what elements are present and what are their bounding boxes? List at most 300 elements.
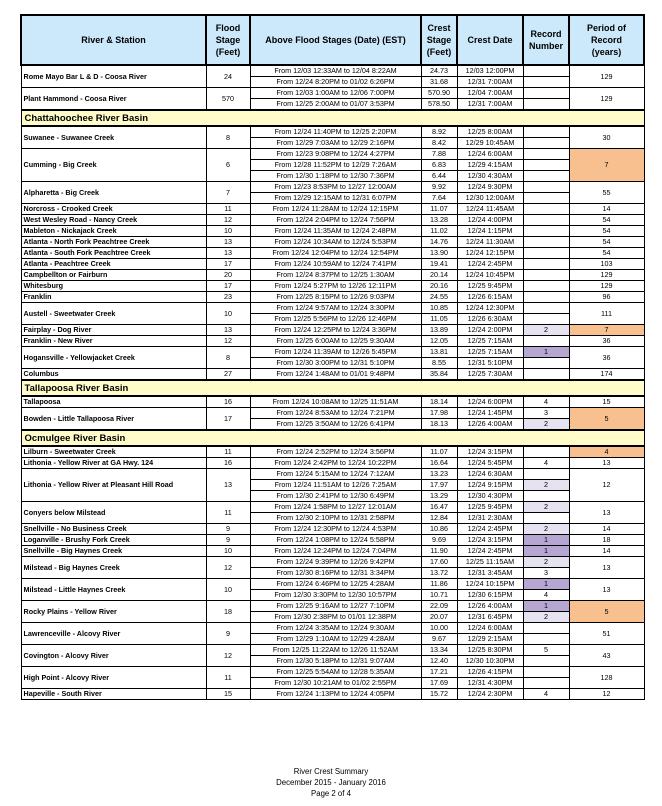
above-flood-period: From 12/24 1:48AM to 01/01 9:48PM xyxy=(250,369,421,381)
crest-stage: 8.92 xyxy=(421,126,457,138)
page-footer xyxy=(0,766,662,799)
crest-date: 12/24 2:30PM xyxy=(457,689,523,700)
above-flood-period: From 12/30 3:30PM to 12/30 10:57PM xyxy=(250,590,421,601)
crest-date: 12/24 12:15PM xyxy=(457,248,523,259)
period-of-record: 36 xyxy=(569,347,644,369)
record-number: 4 xyxy=(523,689,569,700)
crest-stage: 12.84 xyxy=(421,513,457,524)
above-flood-period: From 12/24 6:46PM to 12/25 4:28AM xyxy=(250,579,421,590)
record-number xyxy=(523,281,569,292)
flood-stage: 9 xyxy=(206,623,250,645)
flood-stage: 13 xyxy=(206,248,250,259)
above-flood-period: From 12/25 5:54AM to 12/28 5:35AM xyxy=(250,667,421,678)
table-row xyxy=(21,446,644,458)
table-row xyxy=(21,502,644,513)
station-name: Lawrenceville - Alcovy River xyxy=(21,623,206,645)
header-record-number: Record Number xyxy=(523,15,569,65)
station-name: Conyers below Milstead xyxy=(21,502,206,524)
crest-date: 12/24 3:15PM xyxy=(457,535,523,546)
above-flood-period: From 12/29 1:10AM to 12/29 4:28AM xyxy=(250,634,421,645)
station-name: Norcross - Crooked Creek xyxy=(21,204,206,215)
crest-date: 12/31 4:30PM xyxy=(457,678,523,689)
period-of-record: 5 xyxy=(569,601,644,623)
crest-date: 12/24 12:30PM xyxy=(457,303,523,314)
table-row xyxy=(21,469,644,480)
crest-stage: 20.16 xyxy=(421,281,457,292)
basin-header-row xyxy=(21,380,644,396)
crest-date: 12/30 12:00AM xyxy=(457,193,523,204)
station-name: Suwanee - Suwanee Creek xyxy=(21,126,206,149)
record-number: 1 xyxy=(523,601,569,612)
crest-stage: 18.14 xyxy=(421,396,457,408)
above-flood-period: From 12/24 12:25PM to 12/24 3:36PM xyxy=(250,325,421,336)
above-flood-period: From 12/30 3:00PM to 12/31 5:10PM xyxy=(250,358,421,369)
basin-name: Tallapoosa River Basin xyxy=(21,380,644,396)
table-row xyxy=(21,369,644,381)
period-of-record: 15 xyxy=(569,396,644,408)
table-row xyxy=(21,226,644,237)
period-of-record: 129 xyxy=(569,281,644,292)
station-name: Atlanta - North Fork Peachtree Creek xyxy=(21,237,206,248)
crest-date: 12/24 2:45PM xyxy=(457,524,523,535)
record-number: 2 xyxy=(523,502,569,513)
table-row xyxy=(21,215,644,226)
table-row xyxy=(21,65,644,77)
crest-date: 12/24 6:30AM xyxy=(457,469,523,480)
crest-stage: 9.92 xyxy=(421,182,457,193)
station-name: Bowden - Little Tallapoosa River xyxy=(21,408,206,431)
record-number xyxy=(523,226,569,237)
record-number xyxy=(523,678,569,689)
record-number xyxy=(523,656,569,667)
crest-stage: 16.47 xyxy=(421,502,457,513)
record-number xyxy=(523,634,569,645)
above-flood-period: From 12/24 2:52PM to 12/24 3:56PM xyxy=(250,446,421,458)
crest-stage: 578.50 xyxy=(421,99,457,111)
record-number xyxy=(523,65,569,77)
record-number xyxy=(523,667,569,678)
flood-stage: 13 xyxy=(206,469,250,502)
crest-stage: 13.90 xyxy=(421,248,457,259)
crest-stage: 12.05 xyxy=(421,336,457,347)
station-name: Franklin xyxy=(21,292,206,303)
flood-stage: 12 xyxy=(206,215,250,226)
above-flood-period: From 12/24 1:58PM to 12/27 12:01AM xyxy=(250,502,421,513)
record-number: 1 xyxy=(523,535,569,546)
table-row xyxy=(21,259,644,270)
station-name: Rocky Plains - Yellow River xyxy=(21,601,206,623)
flood-stage: 12 xyxy=(206,645,250,667)
crest-date: 12/25 8:00AM xyxy=(457,126,523,138)
crest-date: 12/24 10:45PM xyxy=(457,270,523,281)
station-name: Loganville - Brushy Fork Creek xyxy=(21,535,206,546)
record-number: 1 xyxy=(523,579,569,590)
crest-stage: 8.55 xyxy=(421,358,457,369)
record-number xyxy=(523,292,569,303)
period-of-record: 54 xyxy=(569,248,644,259)
table-row xyxy=(21,689,644,700)
flood-stage: 17 xyxy=(206,259,250,270)
crest-stage: 13.28 xyxy=(421,215,457,226)
period-of-record: 12 xyxy=(569,469,644,502)
station-name: Cumming - Big Creek xyxy=(21,149,206,182)
record-number: 4 xyxy=(523,396,569,408)
crest-stage: 9.67 xyxy=(421,634,457,645)
period-of-record: 30 xyxy=(569,126,644,149)
above-flood-period: From 12/25 6:00AM to 12/25 9:30AM xyxy=(250,336,421,347)
record-number xyxy=(523,303,569,314)
record-number xyxy=(523,182,569,193)
crest-date: 12/25 9:45PM xyxy=(457,281,523,292)
crest-date: 12/25 7:15AM xyxy=(457,336,523,347)
crest-date: 12/31 7:00AM xyxy=(457,99,523,111)
above-flood-period: From 12/24 12:24PM to 12/24 7:04PM xyxy=(250,546,421,557)
period-of-record: 111 xyxy=(569,303,644,325)
crest-date: 12/25 7:30AM xyxy=(457,369,523,381)
flood-stage: 570 xyxy=(206,88,250,111)
station-name: Alpharetta - Big Creek xyxy=(21,182,206,204)
crest-stage: 11.02 xyxy=(421,226,457,237)
above-flood-period: From 12/24 2:42PM to 12/24 10:22PM xyxy=(250,458,421,469)
record-number xyxy=(523,99,569,111)
table-row xyxy=(21,248,644,259)
header-flood-stage: Flood Stage (Feet) xyxy=(206,15,250,65)
crest-stage: 31.68 xyxy=(421,77,457,88)
crest-stage: 570.90 xyxy=(421,88,457,99)
river-crest-table xyxy=(20,14,645,700)
crest-date: 12/30 4:30AM xyxy=(457,171,523,182)
period-of-record: 7 xyxy=(569,149,644,182)
table-row xyxy=(21,623,644,634)
crest-stage: 20.14 xyxy=(421,270,457,281)
crest-stage: 22.09 xyxy=(421,601,457,612)
table-row xyxy=(21,535,644,546)
flood-stage: 18 xyxy=(206,601,250,623)
header-crest-stage: Crest Stage (Feet) xyxy=(421,15,457,65)
table-row xyxy=(21,336,644,347)
above-flood-period: From 12/25 5:56PM to 12/26 12:46PM xyxy=(250,314,421,325)
crest-stage: 13.29 xyxy=(421,491,457,502)
crest-stage: 6.83 xyxy=(421,160,457,171)
above-flood-period: From 12/03 1:00AM to 12/06 7:00PM xyxy=(250,88,421,99)
crest-date: 12/04 7:00AM xyxy=(457,88,523,99)
period-of-record: 14 xyxy=(569,204,644,215)
record-number xyxy=(523,171,569,182)
crest-date: 12/29 4:15AM xyxy=(457,160,523,171)
station-name: Campbellton or Fairburn xyxy=(21,270,206,281)
record-number: 4 xyxy=(523,590,569,601)
table-row xyxy=(21,204,644,215)
above-flood-period: From 12/25 9:16AM to 12/27 7:10PM xyxy=(250,601,421,612)
above-flood-period: From 12/24 10:59AM to 12/24 7:41PM xyxy=(250,259,421,270)
station-name: Hapeville - South River xyxy=(21,689,206,700)
crest-date: 12/24 4:00PM xyxy=(457,215,523,226)
header-crest-date: Crest Date xyxy=(457,15,523,65)
period-of-record: 128 xyxy=(569,667,644,689)
crest-stage: 17.60 xyxy=(421,557,457,568)
above-flood-period: From 12/24 11:40PM to 12/25 2:20PM xyxy=(250,126,421,138)
crest-date: 12/31 3:45AM xyxy=(457,568,523,579)
flood-stage: 10 xyxy=(206,303,250,325)
crest-date: 12/26 4:00AM xyxy=(457,419,523,431)
above-flood-period: From 12/24 8:53AM to 12/24 7:21PM xyxy=(250,408,421,419)
station-name: Lithonia - Yellow River at GA Hwy. 124 xyxy=(21,458,206,469)
above-flood-period: From 12/24 11:35AM to 12/24 2:48PM xyxy=(250,226,421,237)
basin-header-row xyxy=(21,430,644,446)
footer-title: River Crest Summary xyxy=(293,767,369,776)
record-number: 2 xyxy=(523,419,569,431)
crest-date: 12/03 12:00PM xyxy=(457,65,523,77)
table-row xyxy=(21,546,644,557)
above-flood-period: From 12/28 11:52PM to 12/29 7:26AM xyxy=(250,160,421,171)
flood-stage: 13 xyxy=(206,237,250,248)
above-flood-period: From 12/24 11:51AM to 12/26 7:25AM xyxy=(250,480,421,491)
crest-date: 12/25 11:15AM xyxy=(457,557,523,568)
period-of-record: 7 xyxy=(569,325,644,336)
record-number xyxy=(523,270,569,281)
record-number xyxy=(523,446,569,458)
crest-date: 12/26 4:00AM xyxy=(457,601,523,612)
station-name: Tallapoosa xyxy=(21,396,206,408)
crest-date: 12/24 10:15PM xyxy=(457,579,523,590)
flood-stage: 16 xyxy=(206,458,250,469)
flood-stage: 10 xyxy=(206,546,250,557)
crest-stage: 18.13 xyxy=(421,419,457,431)
record-number: 2 xyxy=(523,557,569,568)
station-name: Milstead - Big Haynes Creek xyxy=(21,557,206,579)
period-of-record: 13 xyxy=(569,502,644,524)
station-name: Austell - Sweetwater Creek xyxy=(21,303,206,325)
crest-stage: 6.44 xyxy=(421,171,457,182)
record-number xyxy=(523,215,569,226)
period-of-record: 43 xyxy=(569,645,644,667)
station-name: Snellville - No Business Creek xyxy=(21,524,206,535)
basin-name: Ocmulgee River Basin xyxy=(21,430,644,446)
table-row xyxy=(21,237,644,248)
crest-stage: 35.84 xyxy=(421,369,457,381)
crest-stage: 13.81 xyxy=(421,347,457,358)
record-number: 5 xyxy=(523,645,569,656)
above-flood-period: From 12/24 10:08AM to 12/25 11:51AM xyxy=(250,396,421,408)
period-of-record: 96 xyxy=(569,292,644,303)
crest-stage: 13.89 xyxy=(421,325,457,336)
crest-date: 12/29 10:45AM xyxy=(457,138,523,149)
flood-stage: 11 xyxy=(206,446,250,458)
period-of-record: 14 xyxy=(569,546,644,557)
record-number xyxy=(523,138,569,149)
crest-date: 12/26 6:15AM xyxy=(457,292,523,303)
period-of-record: 129 xyxy=(569,88,644,111)
station-name: Rome Mayo Bar L & D - Coosa River xyxy=(21,65,206,88)
table-row xyxy=(21,408,644,419)
above-flood-period: From 12/29 7:03AM to 12/29 2:16PM xyxy=(250,138,421,149)
table-row xyxy=(21,281,644,292)
flood-stage: 10 xyxy=(206,579,250,601)
crest-stage: 17.97 xyxy=(421,480,457,491)
crest-stage: 16.64 xyxy=(421,458,457,469)
flood-stage: 6 xyxy=(206,149,250,182)
crest-date: 12/24 9:30PM xyxy=(457,182,523,193)
table-row xyxy=(21,303,644,314)
crest-date: 12/24 1:45PM xyxy=(457,408,523,419)
above-flood-period: From 12/30 10:21AM to 01/02 2:55PM xyxy=(250,678,421,689)
record-number: 2 xyxy=(523,612,569,623)
crest-stage: 11.07 xyxy=(421,204,457,215)
crest-stage: 10.86 xyxy=(421,524,457,535)
record-number xyxy=(523,369,569,381)
period-of-record: 51 xyxy=(569,623,644,645)
crest-date: 12/30 6:15PM xyxy=(457,590,523,601)
period-of-record: 129 xyxy=(569,65,644,88)
record-number xyxy=(523,237,569,248)
flood-stage: 8 xyxy=(206,126,250,149)
record-number xyxy=(523,336,569,347)
crest-date: 12/30 10:30PM xyxy=(457,656,523,667)
header-above-flood: Above Flood Stages (Date) (EST) xyxy=(250,15,421,65)
flood-stage: 20 xyxy=(206,270,250,281)
crest-date: 12/24 6:00PM xyxy=(457,396,523,408)
crest-stage: 13.72 xyxy=(421,568,457,579)
table-row xyxy=(21,88,644,99)
record-number xyxy=(523,248,569,259)
station-name: West Wesley Road - Nancy Creek xyxy=(21,215,206,226)
record-number: 4 xyxy=(523,458,569,469)
flood-stage: 9 xyxy=(206,524,250,535)
crest-date: 12/25 9:45PM xyxy=(457,502,523,513)
record-number xyxy=(523,469,569,480)
above-flood-period: From 12/24 5:27PM to 12/26 12:11PM xyxy=(250,281,421,292)
above-flood-period: From 12/30 2:41PM to 12/30 6:49PM xyxy=(250,491,421,502)
station-name: Lithonia - Yellow River at Pleasant Hill Road xyxy=(21,469,206,502)
flood-stage: 24 xyxy=(206,65,250,88)
crest-date: 12/25 7:15AM xyxy=(457,347,523,358)
footer-period: December 2015 - January 2016 xyxy=(276,778,386,787)
table-row xyxy=(21,325,644,336)
record-number xyxy=(523,204,569,215)
flood-stage: 13 xyxy=(206,325,250,336)
above-flood-period: From 12/24 1:08PM to 12/24 5:58PM xyxy=(250,535,421,546)
above-flood-period: From 12/24 5:15AM to 12/24 7:12AM xyxy=(250,469,421,480)
crest-date: 12/26 6:30AM xyxy=(457,314,523,325)
table-row xyxy=(21,270,644,281)
crest-stage: 11.07 xyxy=(421,446,457,458)
above-flood-period: From 12/24 11:39AM to 12/26 5:45PM xyxy=(250,347,421,358)
period-of-record: 12 xyxy=(569,689,644,700)
period-of-record: 13 xyxy=(569,557,644,579)
record-number xyxy=(523,259,569,270)
footer-page-number: Page 2 of 4 xyxy=(311,789,351,798)
crest-stage: 8.42 xyxy=(421,138,457,149)
table-header-row xyxy=(21,15,644,65)
crest-stage: 13.34 xyxy=(421,645,457,656)
above-flood-period: From 12/24 2:04PM to 12/24 7:56PM xyxy=(250,215,421,226)
crest-stage: 12.40 xyxy=(421,656,457,667)
above-flood-period: From 12/30 5:18PM to 12/31 9:07AM xyxy=(250,656,421,667)
crest-stage: 10.85 xyxy=(421,303,457,314)
above-flood-period: From 12/30 2:10PM to 12/31 2:58PM xyxy=(250,513,421,524)
above-flood-period: From 12/25 8:15PM to 12/26 9:03PM xyxy=(250,292,421,303)
above-flood-period: From 12/25 11:22AM to 12/26 11:52AM xyxy=(250,645,421,656)
above-flood-period: From 12/23 9:08PM to 12/24 4:27PM xyxy=(250,149,421,160)
flood-stage: 16 xyxy=(206,396,250,408)
header-river-station: River & Station xyxy=(21,15,206,65)
flood-stage: 23 xyxy=(206,292,250,303)
crest-date: 12/24 1:15PM xyxy=(457,226,523,237)
above-flood-period: From 12/24 9:39PM to 12/26 9:42PM xyxy=(250,557,421,568)
crest-stage: 15.72 xyxy=(421,689,457,700)
period-of-record: 54 xyxy=(569,237,644,248)
period-of-record: 4 xyxy=(569,446,644,458)
table-row xyxy=(21,292,644,303)
crest-date: 12/24 5:45PM xyxy=(457,458,523,469)
table-row xyxy=(21,126,644,138)
crest-date: 12/29 2:15AM xyxy=(457,634,523,645)
table-row xyxy=(21,524,644,535)
period-of-record: 13 xyxy=(569,458,644,469)
table-row xyxy=(21,667,644,678)
above-flood-period: From 12/24 11:28AM to 12/24 12:15PM xyxy=(250,204,421,215)
above-flood-period: From 12/24 12:30PM to 12/24 4:53PM xyxy=(250,524,421,535)
station-name: High Point - Alcovy River xyxy=(21,667,206,689)
crest-stage: 20.07 xyxy=(421,612,457,623)
crest-stage: 17.69 xyxy=(421,678,457,689)
table-row xyxy=(21,645,644,656)
above-flood-period: From 12/24 12:04PM to 12/24 12:54PM xyxy=(250,248,421,259)
basin-header-row xyxy=(21,110,644,126)
crest-stage: 17.21 xyxy=(421,667,457,678)
station-name: Whitesburg xyxy=(21,281,206,292)
period-of-record: 54 xyxy=(569,226,644,237)
station-name: Snellville - Big Haynes Creek xyxy=(21,546,206,557)
table-row xyxy=(21,182,644,193)
flood-stage: 11 xyxy=(206,667,250,689)
crest-stage: 24.73 xyxy=(421,65,457,77)
crest-stage: 10.00 xyxy=(421,623,457,634)
station-name: Hogansville - Yellowjacket Creek xyxy=(21,347,206,369)
period-of-record: 14 xyxy=(569,524,644,535)
crest-stage: 14.76 xyxy=(421,237,457,248)
station-name: Milstead - Little Haynes Creek xyxy=(21,579,206,601)
above-flood-period: From 12/30 8:16PM to 12/31 3:34PM xyxy=(250,568,421,579)
crest-stage: 13.23 xyxy=(421,469,457,480)
table-row xyxy=(21,579,644,590)
station-name: Covington - Alcovy River xyxy=(21,645,206,667)
crest-date: 12/24 9:15PM xyxy=(457,480,523,491)
period-of-record: 103 xyxy=(569,259,644,270)
above-flood-period: From 12/25 3:50AM to 12/26 6:41PM xyxy=(250,419,421,431)
crest-stage: 11.90 xyxy=(421,546,457,557)
record-number xyxy=(523,491,569,502)
crest-stage: 17.98 xyxy=(421,408,457,419)
record-number xyxy=(523,314,569,325)
above-flood-period: From 12/03 12:33AM to 12/04 8:22AM xyxy=(250,65,421,77)
above-flood-period: From 12/24 1:13PM to 12/24 4:05PM xyxy=(250,689,421,700)
station-name: Franklin - New River xyxy=(21,336,206,347)
crest-stage: 24.55 xyxy=(421,292,457,303)
record-number xyxy=(523,513,569,524)
crest-date: 12/31 7:00AM xyxy=(457,77,523,88)
record-number xyxy=(523,193,569,204)
crest-date: 12/26 4:15PM xyxy=(457,667,523,678)
crest-date: 12/30 4:30PM xyxy=(457,491,523,502)
above-flood-period: From 12/24 10:34AM to 12/24 5:53PM xyxy=(250,237,421,248)
flood-stage: 11 xyxy=(206,204,250,215)
flood-stage: 17 xyxy=(206,281,250,292)
crest-date: 12/24 11:45AM xyxy=(457,204,523,215)
record-number: 1 xyxy=(523,546,569,557)
station-name: Lilburn - Sweetwater Creek xyxy=(21,446,206,458)
above-flood-period: From 12/30 2:38PM to 01/01 12:38PM xyxy=(250,612,421,623)
